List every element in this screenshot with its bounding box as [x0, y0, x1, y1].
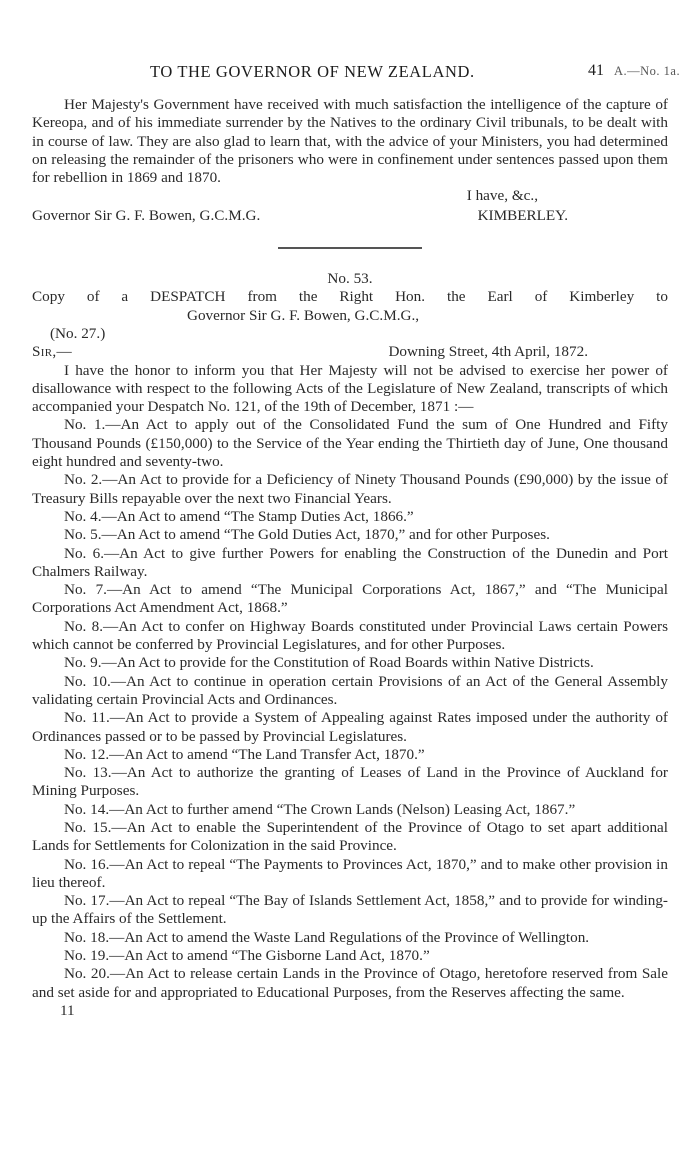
paper-reference: A.—No. 1a.: [614, 64, 681, 78]
sheet-signature: 11: [60, 1001, 75, 1019]
act-item: No. 11.—An Act to provide a System of Appealing against Rates imposed under the authority of Ordinances passed or to be passed by Provincial Legislatures.: [32, 709, 668, 745]
act-item: No. 17.—An Act to repeal “The Bay of Islands Settlement Act, 1858,” and to provide for winding-up the Affairs of the Settlement.: [32, 892, 668, 928]
despatch-reference: (No. 27.): [50, 324, 106, 342]
act-item: No. 6.—An Act to give further Powers for enabling the Construction of the Dunedin and Port Chalmers Railway.: [32, 544, 668, 580]
despatch-title-line-1: Copy of a DESPATCH from the Right Hon. the Earl of Kimberley to: [32, 288, 668, 306]
act-item: No. 2.—An Act to provide for a Deficiency of Ninety Thousand Pounds (£90,000) by the issue of Treasury Bills repayable over the next two Financial Years.: [32, 471, 668, 507]
act-item: No. 20.—An Act to release certain Lands in the Province of Otago, heretofore reserved from Sale and set aside for and appropriated to Educational Purposes, from the Reserves affecting the same.: [32, 965, 668, 1001]
acts-list: [32, 416, 668, 1002]
despatch-no-53: [32, 270, 668, 1020]
despatch-title-line-2: Governor Sir G. F. Bowen, G.C.M.G.,: [187, 306, 420, 324]
act-item: No. 18.—An Act to amend the Waste Land Regulations of the Province of Wellington.: [64, 928, 590, 946]
page-header: [0, 62, 700, 88]
salutation-line: [32, 343, 668, 361]
act-item: No. 4.—An Act to amend “The Stamp Duties Act, 1866.”: [64, 507, 414, 525]
act-item: No. 14.—An Act to further amend “The Crown Lands (Nelson) Leasing Act, 1867.”: [64, 800, 576, 818]
running-title: TO THE GOVERNOR OF NEW ZEALAND.: [150, 62, 475, 81]
despatch-intro: I have the honor to inform you that Her Majesty will not be advised to exercise her power of disallowance with respect to the following Acts of the Legislature of New Zealand, transcripts of which accompanied your Despatch No. 121, of the 19th of December, 1871 :—: [32, 361, 668, 416]
section-divider: [278, 247, 422, 250]
place-date: Downing Street, 4th April, 1872.: [388, 343, 588, 361]
page-body: [32, 96, 668, 1020]
act-item: No. 12.—An Act to amend “The Land Transfer Act, 1870.”: [64, 745, 425, 763]
despatch-paragraph: Her Majesty's Government have received with much satisfaction the intelligence of the capture of Kereopa, and of his immediate surrender by the Natives to the ordinary Civil tribunals, to be dealt with in course of law. They are also glad to learn that, with the advice of your Ministers, you had determined on releasing the remainder of the prisoners who were in confinement under sentences passed upon them for rebellion in 1869 and 1870.: [32, 96, 668, 187]
act-item: No. 7.—An Act to amend “The Municipal Corporations Act, 1867,” and “The Municipal Corporations Act Amendment Act, 1868.”: [32, 581, 668, 617]
previous-despatch-ending: [32, 96, 668, 225]
closing-formula: I have, &c.,: [466, 187, 538, 205]
act-item: No. 8.—An Act to confer on Highway Boards constituted under Provincial Laws certain Powers which cannot be conferred by Provincial Legislatures, and for other Purposes.: [32, 617, 668, 654]
act-item: No. 15.—An Act to enable the Superintendent of the Province of Otago to set apart additional Lands for Settlements for Colonization in the said Province.: [32, 818, 668, 855]
addressee: Governor Sir G. F. Bowen, G.C.M.G.: [32, 206, 261, 224]
closing-line: [32, 187, 668, 205]
salutation: Sir,—: [32, 343, 72, 361]
act-item: No. 16.—An Act to repeal “The Payments to Provinces Act, 1870,” and to make other provision in lieu thereof.: [32, 855, 668, 891]
addressee-signature-line: [32, 207, 668, 225]
despatch-number: No. 53.: [327, 270, 373, 288]
act-item: No. 10.—An Act to continue in operation certain Provisions of an Act of the General Assembly validating certain Provincial Acts and Ordinances.: [32, 672, 668, 708]
act-item: No. 13.—An Act to authorize the granting of Leases of Land in the Province of Auckland for Mining Purposes.: [32, 764, 668, 800]
page-number: 41: [588, 62, 604, 79]
act-item: No. 5.—An Act to amend “The Gold Duties Act, 1870,” and for other Purposes.: [64, 526, 550, 544]
act-item: No. 9.—An Act to provide for the Constitution of Road Boards within Native Districts.: [64, 654, 594, 672]
act-item: No. 19.—An Act to amend “The Gisborne Land Act, 1870.”: [64, 947, 430, 965]
signature: KIMBERLEY.: [477, 206, 568, 224]
act-item: No. 1.—An Act to apply out of the Consolidated Fund the sum of One Hundred and Fifty Thousand Pounds (£150,000) to the Service of the Year ending the Thirtieth day of June, One thousand eight hundred and seventy-two.: [32, 416, 668, 471]
